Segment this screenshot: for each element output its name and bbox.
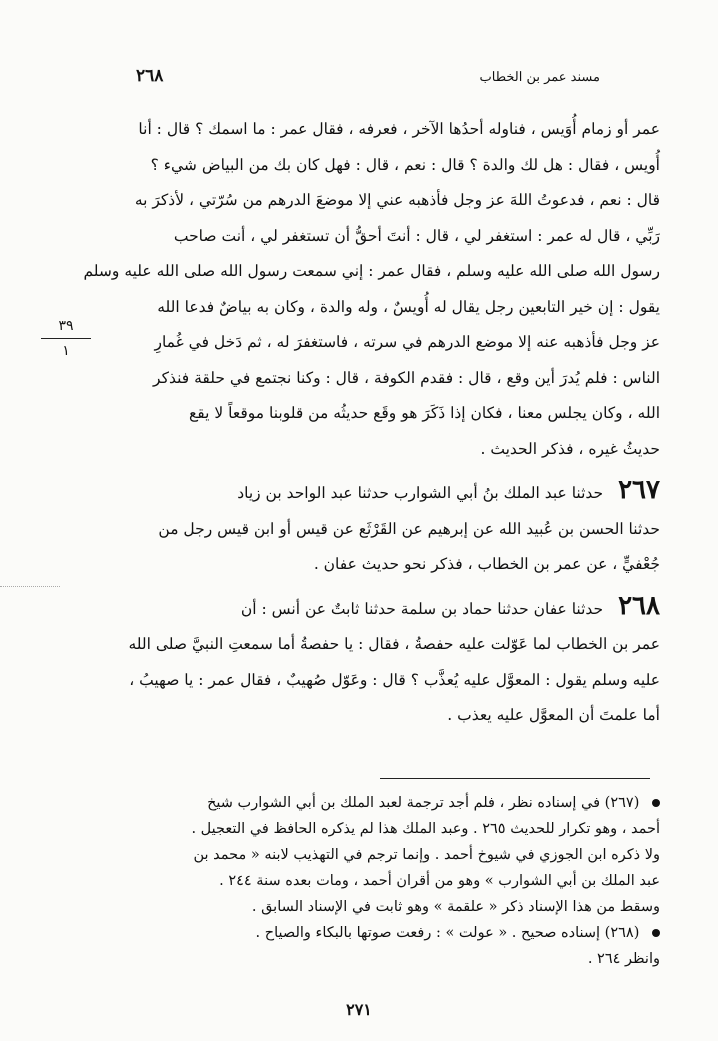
footnotes: [60, 790, 660, 972]
hadith-number: ٢٦٧: [618, 475, 660, 505]
hadith-267-text: حدثنا عبد الملك بنُ أبي الشوارب حدثنا عبد الواحد بن زياد: [237, 484, 604, 502]
footnote-line: ولا ذكره ابن الجوزي في شيوخ أحمد . وإنما ترجم في التهذيب لابنه « محمد بن: [193, 847, 660, 863]
footnote-line: وسقط من هذا الإسناد ذكر « علقمة » وهو ثابت في الإسناد السابق .: [251, 899, 660, 915]
body-line: يقول : إن خير التابعين رجل يقال له أُويسٌ ، وله والدة ، وكان به بياضٌ فدعا الله: [157, 297, 660, 316]
scan-artifact: [0, 586, 60, 587]
body-line: قال : نعم ، فدعوتُ اللهَ عز وجل فأذهبه عني إلا موضعَ الدرهم من سُرّتي ، لأذكرَ به: [134, 191, 660, 209]
footnote-line: [60, 920, 660, 946]
footnote-line: وانظر ٢٦٤ .: [587, 951, 660, 967]
margin-note-top: ٣٩: [58, 318, 74, 334]
body-line: حديثُ غيره ، فذكر الحديث .: [480, 439, 660, 458]
body-line: رَبِّي ، قال له عمر : استغفر لي ، قال : أنتَ أحقُّ أن تستغفر لي ، أنت صاحب: [173, 226, 660, 245]
body-line: أُويس ، فقال : هل لك والدة ؟ قال : نعم ، قال : فهل كان بك من البياض شيء ؟: [150, 155, 660, 174]
body-line: الله ، وكان يجلس معنا ، فكان إذا ذَكَرَ هو وقَع حديثُه من قلوبنا موقعاً لا يقع: [189, 404, 660, 422]
body-line: الناس : فلم يُدرَ أين وقع ، قال : فقدم الكوفة ، قال : وكنا نجتمع في حلقة فنذكر: [153, 368, 660, 387]
hadith-268-line: عمر بن الخطاب لما عَوّلت عليه حفصةُ ، فقال : يا حفصةُ أما سمعتِ النبيَّ صلى الله: [128, 635, 660, 653]
body-line: عمر أو زمام أُوَيس ، فناوله أحدُها الآخر ، فعرفه ، فقال عمر : ما اسمك ؟ قال : أنا: [138, 120, 660, 138]
hadith-268-line: [60, 589, 660, 628]
hadith-268-line: عليه وسلم يقول : المعوَّل عليه يُعذَّب ؟ قال : وعَوّل صُهيبٌ ، فقال عمر : يا صهيبُ ،: [129, 670, 660, 689]
running-head: مسند عمر بن الخطاب: [479, 70, 600, 85]
footnote-divider: [380, 778, 650, 779]
footnote-line: عبد الملك بن أبي الشوارب » وهو من أقران أحمد ، ومات بعده سنة ٢٤٤ .: [219, 873, 660, 889]
page-header: [120, 66, 600, 90]
margin-note-bottom: ١: [62, 343, 70, 359]
hadith-267-line: حدثنا الحسن بن عُبيد الله عن إبرهيم عن القَرْثَع عن قيس أو ابن قيس رجل من: [158, 519, 660, 538]
hadith-268-line: أما علمتَ أن المعوَّل عليه يعذب .: [447, 706, 660, 724]
footnote-line: [60, 790, 660, 816]
footnote-text: (٢٦٧) في إسناده نظر ، فلم أجد ترجمة لعبد الملك بن أبي الشوارب شيخ: [207, 795, 640, 811]
footer-page-number: ٢٧١: [346, 1000, 372, 1019]
bullet-icon: [652, 929, 660, 937]
hadith-number: ٢٦٨: [618, 590, 660, 621]
footnote-line: أحمد ، وهو تكرار للحديث ٢٦٥ . وعبد الملك هذا لم يذكره الحافظ في التعجيل .: [191, 821, 660, 837]
main-text: [60, 112, 660, 734]
footnote-text: (٢٦٨) إسناده صحيح . « عولت » : رفعت صوتها بالبكاء والصياح .: [255, 925, 640, 941]
body-line: عز وجل فأذهبه عنه إلا موضع الدرهم في سرته ، فاستغفرَ له ، ثم دَخل في غُمارِ: [154, 333, 660, 351]
bullet-icon: [652, 799, 660, 807]
hadith-267-line: جُعْفيٍّ ، عن عمر بن الخطاب ، فذكر نحو حديث عفان .: [313, 555, 660, 573]
body-line: رسول الله صلى الله عليه وسلم ، فقال عمر : إني سمعت رسول الله صلى الله عليه وسلم: [83, 262, 660, 280]
header-page-number: ٢٦٨: [136, 66, 164, 86]
hadith-268-text: حدثنا عفان حدثنا حماد بن سلمة حدثنا ثابتٌ عن أنس : أن: [240, 599, 604, 618]
hadith-267-line: [60, 473, 660, 512]
